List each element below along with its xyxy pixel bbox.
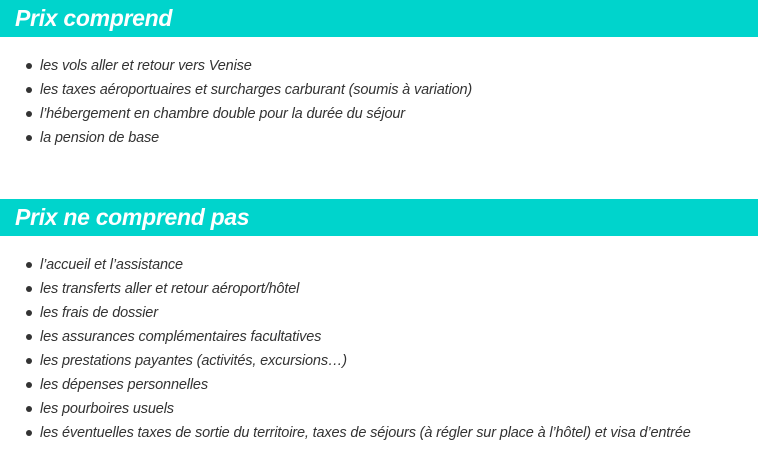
list-item-text: les vols aller et retour vers Venise <box>40 58 252 74</box>
list-item-text: les éventuelles taxes de sortie du territoire, taxes de séjours (à régler sur place à l’hôtel) et visa d’entrée <box>40 425 691 441</box>
list-item-text: l’hébergement en chambre double pour la durée du séjour <box>40 106 405 122</box>
list-item-text: les prestations payantes (activités, excursions…) <box>40 353 347 369</box>
bullet-dot-icon <box>26 111 32 117</box>
list-item <box>0 421 758 445</box>
bullet-dot-icon <box>26 63 32 69</box>
bullet-dot-icon <box>26 430 32 436</box>
bullet-dot-icon <box>26 382 32 388</box>
list-item <box>0 78 758 102</box>
list-item <box>0 102 758 126</box>
price-excludes-section <box>0 199 758 445</box>
list-item <box>0 349 758 373</box>
list-item-text: les transferts aller et retour aéroport/hôtel <box>40 281 300 297</box>
price-includes-title: Prix comprend <box>15 5 173 31</box>
bullet-dot-icon <box>26 286 32 292</box>
list-item-text: les frais de dossier <box>40 305 158 321</box>
bullet-dot-icon <box>26 406 32 412</box>
price-includes-section <box>0 0 758 150</box>
list-item <box>0 126 758 150</box>
bullet-dot-icon <box>26 87 32 93</box>
list-item-text: l’accueil et l’assistance <box>40 257 183 273</box>
bullet-dot-icon <box>26 358 32 364</box>
bullet-dot-icon <box>26 334 32 340</box>
price-excludes-title: Prix ne comprend pas <box>15 204 250 230</box>
list-item-text: les taxes aéroportuaires et surcharges carburant (soumis à variation) <box>40 82 473 98</box>
price-includes-list <box>0 54 758 150</box>
bullet-dot-icon <box>26 135 32 141</box>
list-item <box>0 301 758 325</box>
list-item <box>0 277 758 301</box>
list-item <box>0 325 758 349</box>
price-includes-header <box>0 0 758 37</box>
price-excludes-header <box>0 199 758 236</box>
list-item-text: les pourboires usuels <box>40 401 174 417</box>
bullet-dot-icon <box>26 262 32 268</box>
list-item <box>0 54 758 78</box>
price-excludes-list <box>0 253 758 445</box>
list-item <box>0 397 758 421</box>
list-item-text: les dépenses personnelles <box>40 377 208 393</box>
list-item-text: les assurances complémentaires facultatives <box>40 329 322 345</box>
list-item <box>0 373 758 397</box>
list-item-text: la pension de base <box>40 130 160 146</box>
bullet-dot-icon <box>26 310 32 316</box>
list-item <box>0 253 758 277</box>
